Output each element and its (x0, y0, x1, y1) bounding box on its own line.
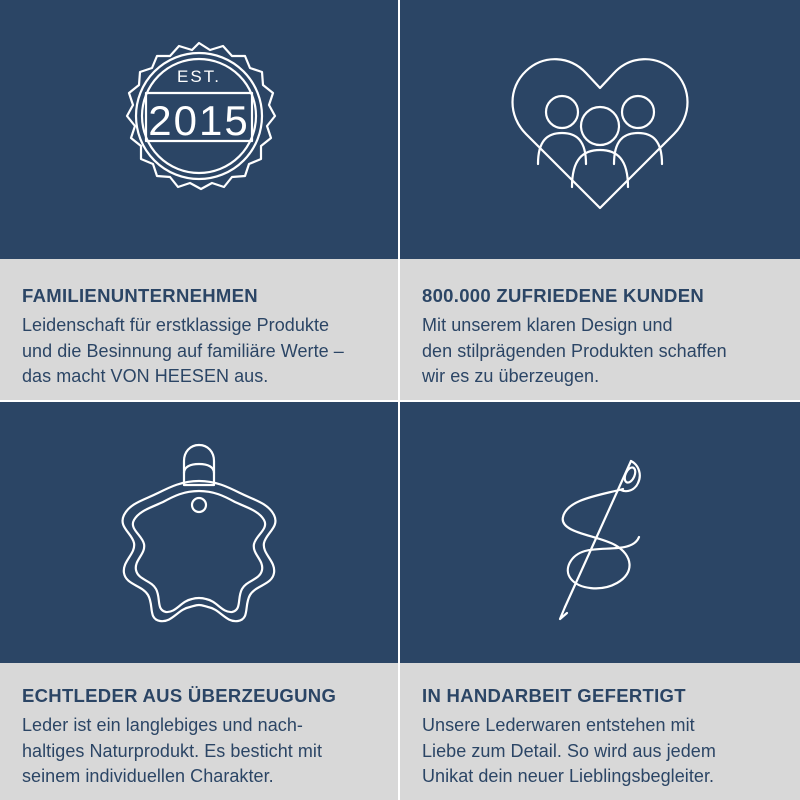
leather-hide-tag-icon (104, 433, 294, 633)
icon-area-genuine-leather (0, 400, 400, 663)
est-year: 2015 (148, 96, 250, 144)
feature-title: FAMILIENUNTERNEHMEN (22, 285, 258, 307)
feature-body-line: seinem individuellen Charakter. (22, 766, 274, 787)
feature-body-line: Unsere Lederwaren entstehen mit (422, 715, 695, 736)
feature-title: 800.000 ZUFRIEDENE KUNDEN (422, 285, 704, 307)
feature-body-line: und die Besinnung auf familiäre Werte – (22, 340, 344, 361)
feature-body (22, 713, 376, 790)
feature-body-line: wir es zu überzeugen. (422, 366, 600, 387)
text-area-customers (400, 259, 800, 400)
text-area-genuine-leather (0, 663, 400, 800)
icon-area-family-business (0, 0, 400, 259)
feature-cell-family-business (0, 0, 400, 400)
feature-cell-handmade (400, 400, 800, 800)
needle-and-thread-icon (505, 433, 695, 633)
feature-cell-customers (400, 0, 800, 400)
icon-area-handmade (400, 400, 800, 663)
feature-body (422, 713, 778, 790)
heart-with-people-icon (500, 40, 700, 220)
feature-body-line: das macht VON HEESEN aus. (22, 366, 269, 387)
icon-area-customers (400, 0, 800, 259)
est-badge-2015-icon (104, 35, 294, 225)
feature-body-line: den stilprägenden Produkten schaffen (422, 340, 727, 361)
feature-cell-genuine-leather (0, 400, 400, 800)
text-area-family-business (0, 259, 400, 400)
feature-title: IN HANDARBEIT GEFERTIGT (422, 685, 686, 707)
feature-body-line: Leder ist ein langlebiges und nach- (22, 715, 303, 736)
feature-body-line: haltiges Naturprodukt. Es besticht mit (22, 740, 323, 761)
feature-body-line: Leidenschaft für erstklassige Produkte (22, 315, 330, 336)
est-label: EST. (177, 66, 221, 86)
feature-body (422, 313, 778, 390)
text-area-handmade (400, 663, 800, 800)
feature-title: ECHTLEDER AUS ÜBERZEUGUNG (22, 685, 337, 707)
feature-body-line: Unikat dein neuer Lieblingsbegleiter. (422, 766, 715, 787)
feature-body-line: Mit unserem klaren Design und (422, 315, 673, 336)
feature-body-line: Liebe zum Detail. So wird aus jedem (422, 740, 716, 761)
feature-body (22, 313, 376, 390)
